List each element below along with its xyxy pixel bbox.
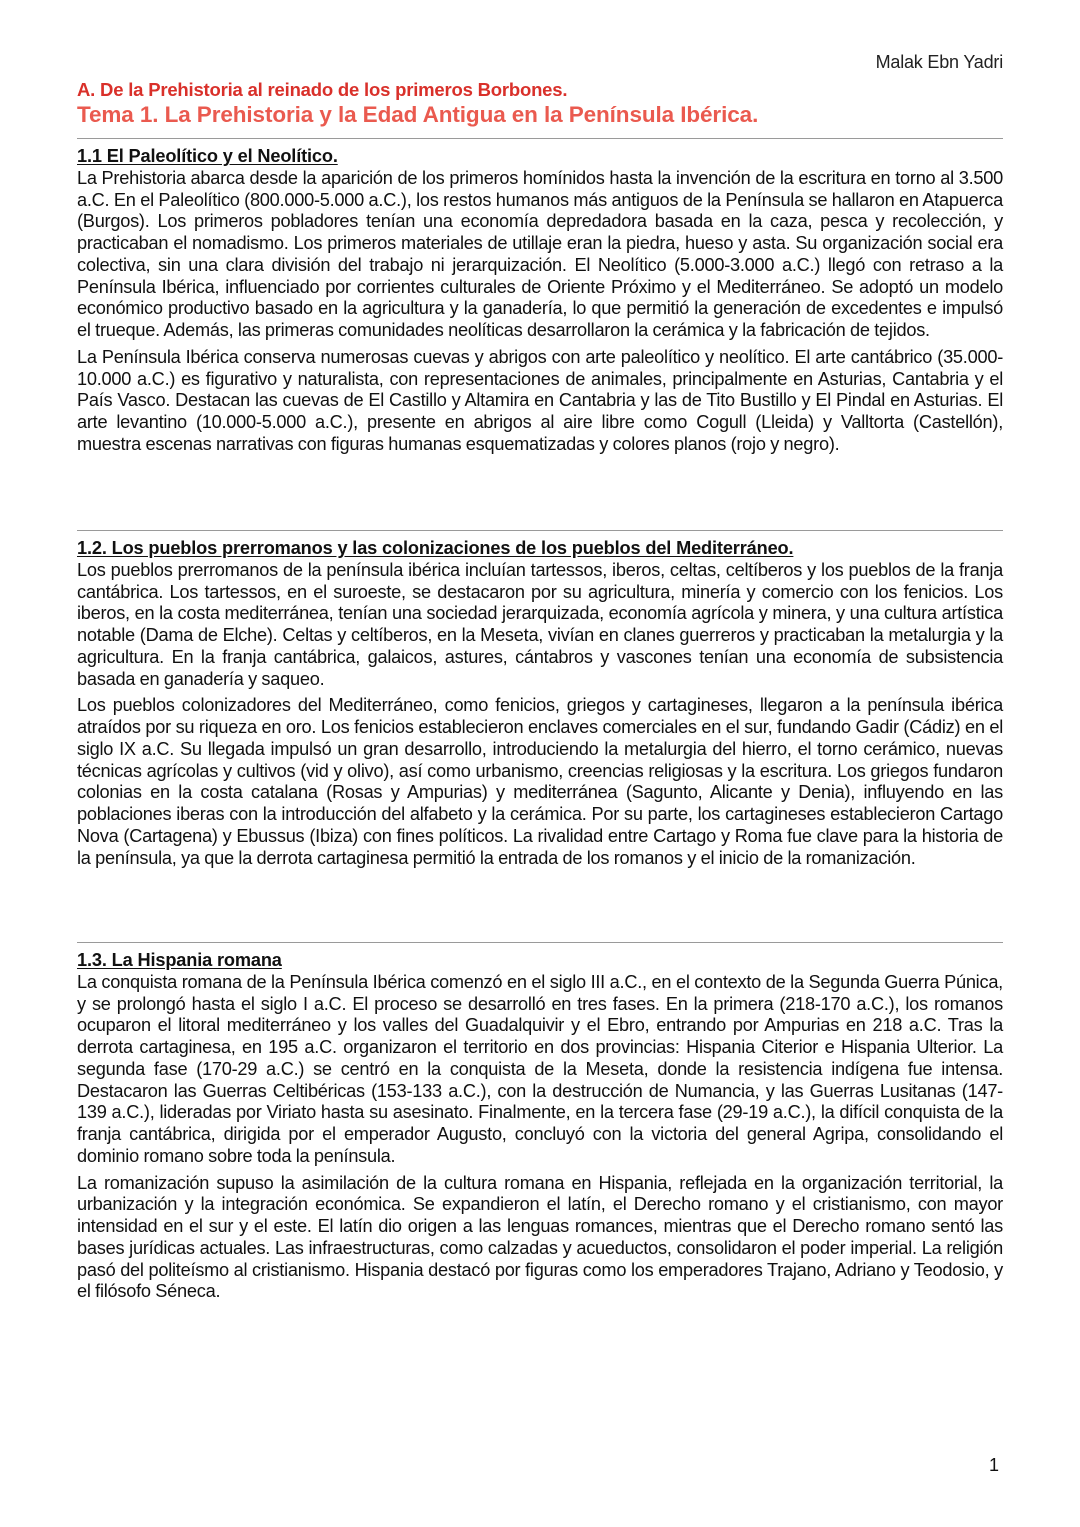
section-paleolitico-neolitico <box>77 146 1003 461</box>
paragraph: La romanización supuso la asimilación de la cultura romana en Hispania, reflejada en la organización territorial, la urbanización y la integración económica. Se expandieron el latín, el Derecho romano y el cristianismo, con mayor intensidad en el sur y el este. El latín dio origen a las lenguas romances, mientras que el Derecho romano sentó las bases jurídicas actuales. Las infraestructuras, como calzadas y acueductos, consolidaron el poder imperial. La religión pasó del politeísmo al cristianismo. Hispania destacó por figuras como los emperadores Trajano, Adriano y Teodosio, y el filósofo Séneca. <box>77 1172 1003 1302</box>
section-heading: 1.3. La Hispania romana <box>77 950 282 970</box>
page-number: 1 <box>988 1455 999 1475</box>
section-pueblos-prerromanos <box>77 538 1003 874</box>
paragraph: La conquista romana de la Península Ibérica comenzó en el siglo III a.C., en el contexto de la Segunda Guerra Púnica, y se prolongó hasta el siglo I a.C. El proceso se desarrolló en tres fases. En la primera (218-170 a.C.), los romanos ocuparon el litoral mediterráneo y los valles del Guadalquivir y el Ebro, entrando por Ampurias en 218 a.C. Tras la derrota cartaginesa, en 195 a.C. organizaron el territorio en dos provincias: Hispania Citerior e Hispania Ulterior. La segunda fase (170-29 a.C.) se centró en la conquista de la Meseta, donde la resistencia indígena fue intensa. Destacaron las Guerras Celtibéricas (153-133 a.C.), con la destrucción de Numancia, y las Guerras Lusitanas (147-139 a.C.), lideradas por Viriato hasta su asesinato. Finalmente, en la tercera fase (29-19 a.C.), la difícil conquista de la franja cantábrica, dirigida por el emperador Augusto, concluyó con la victoria del general Agripa, consolidando el dominio romano sobre toda la península. <box>77 971 1003 1166</box>
author-name: Malak Ebn Yadri <box>875 52 1003 72</box>
paragraph: Los pueblos prerromanos de la península ibérica incluían tartessos, iberos, celtas, celtíberos y los pueblos de la franja cantábrica. Los tartessos, en el suroeste, se destacaron por su agricultura, minería y comercio con los fenicios. Los iberos, en la costa mediterránea, tenían una sociedad jerarquizada, economía agrícola y minera, y una cultura artística notable (Dama de Elche). Celtas y celtíberos, en la Meseta, vivían en clanes guerreros y practicaban la metalurgia y la agricultura. En la franja cantábrica, galaicos, astures, cántabros y vascones tenían una economía de subsistencia basada en ganadería y saqueo. <box>77 559 1003 689</box>
divider <box>77 138 1003 139</box>
paragraph: Los pueblos colonizadores del Mediterráneo, como fenicios, griegos y cartagineses, llegaron a la península ibérica atraídos por su riqueza en oro. Los fenicios establecieron enclaves comerciales en el sur, fundando Gadir (Cádiz) en el siglo IX a.C. Su llegada impulsó un gran desarrollo, introduciendo la metalurgia del hierro, el torno cerámico, nuevas técnicas agrícolas y cultivos (vid y olivo), así como urbanismo, creencias religiosas y la escritura. Los griegos fundaron colonias en la costa catalana (Rosas y Ampurias) y mediterránea (Sagunto, Alicante y Denia), influyendo en las poblaciones iberas con la introducción del alfabeto y la cerámica. Por su parte, los cartagineses establecieron Cartago Nova (Cartagena) y Ebussus (Ibiza) con fines políticos. La rivalidad entre Cartago y Roma fue clave para la historia de la península, ya que la derrota cartaginesa permitió la entrada de los romanos y el inicio de la romanización. <box>77 695 1003 868</box>
divider <box>77 530 1003 531</box>
paragraph: La Prehistoria abarca desde la aparición de los primeros homínidos hasta la invención de la escritura en torno al 3.500 a.C. En el Paleolítico (800.000-5.000 a.C.), los restos humanos más antiguos de la Península se hallaron en Atapuerca (Burgos). Los primeros pobladores tenían una economía depredadora basada en la caza, pesca y recolección, y practicaban el nomadismo. Los primeros materiales de utillaje eran la piedra, hueso y asta. Su organización social era colectiva, sin una clara división del trabajo ni jerarquización. El Neolítico (5.000-3.000 a.C.) llegó con retraso a la Península Ibérica, influenciado por corrientes culturales de Oriente Próximo y el Mediterráneo. Se adoptó un modelo económico productivo basado en la agricultura y la ganadería, lo que permitió la generación de excedentes e impulsó el trueque. Además, las primeras comunidades neolíticas desarrollaron la cerámica y la fabricación de tejidos. <box>77 167 1003 341</box>
section-heading: 1.2. Los pueblos prerromanos y las colonizaciones de los pueblos del Mediterráneo. <box>77 538 794 558</box>
unit-title: A. De la Prehistoria al reinado de los primeros Borbones. <box>77 79 568 100</box>
section-heading: 1.1 El Paleolítico y el Neolítico. <box>77 146 338 166</box>
divider <box>77 942 1003 943</box>
section-hispania-romana <box>77 950 1003 1308</box>
paragraph: La Península Ibérica conserva numerosas cuevas y abrigos con arte paleolítico y neolítico. El arte cantábrico (35.000-10.000 a.C.) es figurativo y naturalista, con representaciones de animales, principalmente en Asturias, Cantabria y el País Vasco. Destacan las cuevas de El Castillo y Altamira en Cantabria y las de Tito Bustillo y El Pindal en Asturias. El arte levantino (10.000-5.000 a.C.), presente en abrigos al aire libre como Cogull (Lleida) y Valltorta (Castellón), muestra escenas narrativas con figuras humanas esquematizadas y colores planos (rojo y negro). <box>77 346 1003 454</box>
theme-title: Tema 1. La Prehistoria y la Edad Antigua en la Península Ibérica. <box>77 102 759 127</box>
